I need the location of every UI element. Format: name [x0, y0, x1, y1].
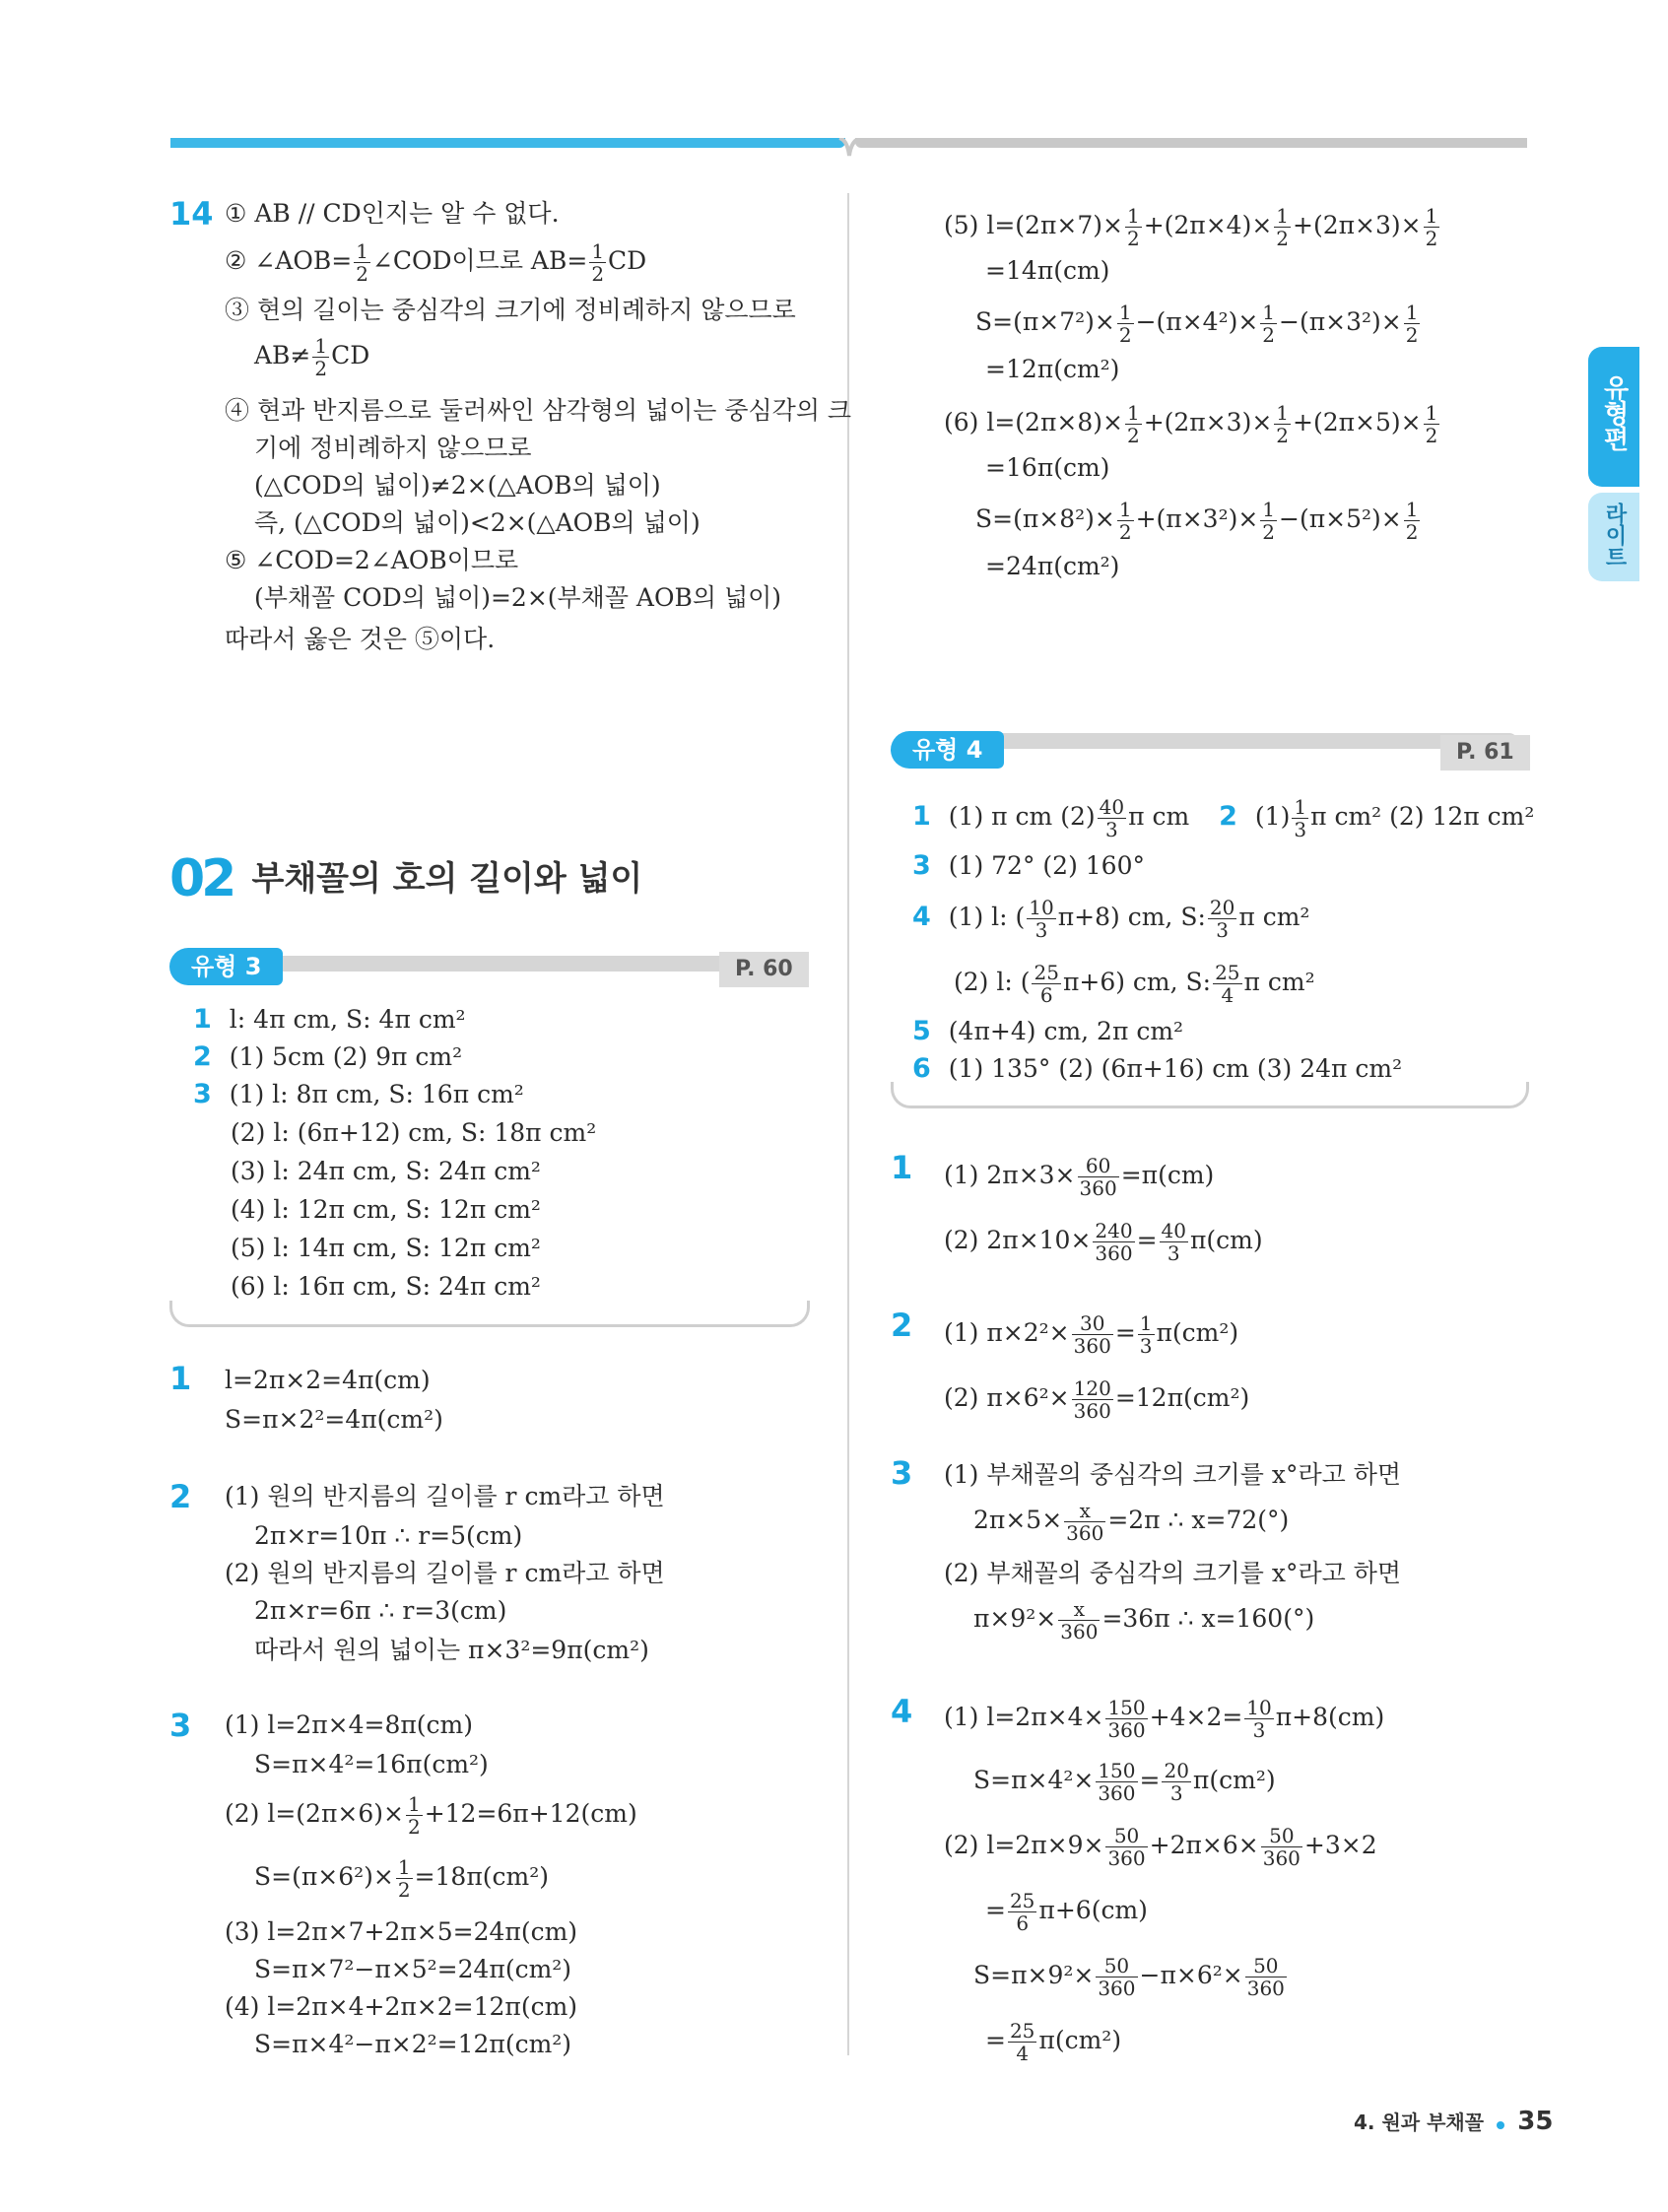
fraction: $\frac{1}{2}$: [1425, 204, 1438, 250]
fraction: $\frac{1}{3}$: [1139, 1311, 1153, 1358]
fraction: $\frac{1}{2}$: [591, 239, 605, 286]
type3-answer-3-4: (4) l: 12π cm, S: 12π cm²: [231, 1195, 541, 1224]
fraction: $\frac{40}{3}$: [1099, 795, 1125, 841]
t4-solution-4-number: 4: [891, 1693, 913, 1730]
side-tab-light-label: 라이트: [1602, 503, 1627, 568]
s1-line-1: l=2π×2=4π(cm): [225, 1366, 431, 1394]
fraction: $\frac{240}{360}$: [1095, 1219, 1133, 1265]
type3-answer-3-6: (6) l: 16π cm, S: 24π cm²: [231, 1272, 541, 1301]
type3-answer-3-2: (2) l: (6π+12) cm, S: 18π cm²: [231, 1118, 597, 1147]
s1-line-2: S=π×2²=4π(cm²): [225, 1405, 443, 1434]
footer-chapter: 4. 원과 부채꼴: [1354, 2111, 1485, 2134]
type4-answer-3: 3 (1) 72° (2) 160°: [912, 850, 1145, 881]
p14-line-1: ① AB // CD인지는 알 수 없다.: [225, 199, 560, 228]
t4-line-1: (1) l=2π×4× $\frac{150}{360}$ +4×2= $\frac{10}{3}$ π+8(cm): [944, 1696, 1385, 1742]
top-rule-left: [170, 138, 845, 148]
t3-line-2: 2π×5× $\frac{x}{360}$ =2π ∴ x=72(°): [973, 1499, 1290, 1545]
r5-line-3: S=(π×7²)× $\frac{1}{2}$ −(π×4²)× $\frac{1}{2}$ −(π×3²)× $\frac{1}{2}$: [975, 301, 1419, 347]
fraction: $\frac{40}{3}$: [1161, 1219, 1186, 1265]
s2-line-3: (2) 원의 반지름의 길이를 r cm라고 하면: [225, 1559, 665, 1587]
s3-line-4: S=(π×6²)× $\frac{1}{2}$ =18π(cm²): [254, 1855, 550, 1902]
p14-l4a: AB≠: [254, 341, 311, 369]
fraction: $\frac{1}{3}$: [1294, 795, 1307, 841]
fraction: $\frac{1}{2}$: [397, 1855, 411, 1902]
p14-line-10: (부채꼴 COD의 넓이)=2×(부채꼴 AOB의 넓이): [254, 583, 781, 612]
p14-line-11: 따라서 옳은 것은 ⑤이다.: [225, 625, 496, 653]
fraction: $\frac{x}{360}$: [1060, 1597, 1099, 1643]
fraction: $\frac{50}{360}$: [1107, 1824, 1146, 1870]
fraction: $\frac{1}{2}$: [1425, 401, 1438, 447]
fraction: $\frac{1}{2}$: [1118, 301, 1132, 347]
t1-line-1: (1) 2π×3× $\frac{60}{360}$ =π(cm): [944, 1154, 1215, 1200]
p14-l2a: ② ∠AOB=: [225, 246, 353, 275]
p14-line-7: (△COD의 넓이)≠2×(△AOB의 넓이): [254, 471, 661, 500]
fraction: $\frac{1}{2}$: [314, 334, 328, 380]
fraction: $\frac{150}{360}$: [1098, 1759, 1136, 1805]
type3-header-bar: [197, 956, 808, 972]
problem-14-number: 14: [169, 195, 214, 233]
top-rule-notch: [826, 138, 865, 166]
fraction: $\frac{1}{2}$: [1262, 301, 1276, 347]
fraction: $\frac{1}{2}$: [1276, 401, 1290, 447]
r5-line-2: =14π(cm): [985, 256, 1110, 285]
type3-answer-1: 1 l: 4π cm, S: 4π cm²: [193, 1004, 466, 1035]
section-title: 부채꼴의 호의 길이와 넓이: [251, 859, 643, 899]
fraction: $\frac{1}{2}$: [1126, 401, 1140, 447]
fraction: $\frac{50}{360}$: [1262, 1824, 1301, 1870]
r6-line-2: =16π(cm): [985, 453, 1110, 482]
t4-line-4: = $\frac{25}{6}$ π+6(cm): [985, 1889, 1148, 1935]
fraction: $\frac{25}{4}$: [1009, 2019, 1035, 2065]
type3-answer-3-5: (5) l: 14π cm, S: 12π cm²: [231, 1234, 541, 1262]
s3-line-7: (4) l=2π×4+2π×2=12π(cm): [225, 1992, 578, 2021]
fraction: $\frac{50}{360}$: [1246, 1954, 1285, 2000]
type4-box-bottom: [891, 1082, 1529, 1108]
page-footer: [1354, 2107, 1553, 2136]
fraction: $\frac{25}{6}$: [1034, 961, 1059, 1007]
fraction: $\frac{1}{2}$: [1405, 301, 1419, 347]
fraction: $\frac{120}{360}$: [1073, 1376, 1111, 1423]
top-rule-right: [855, 138, 1527, 148]
side-tab-type-label: 유형편: [1599, 374, 1629, 451]
s3-line-6: S=π×7²−π×5²=24π(cm²): [254, 1955, 572, 1983]
column-divider: [847, 193, 849, 2055]
fraction: $\frac{20}{3}$: [1209, 896, 1235, 942]
fraction: $\frac{1}{2}$: [407, 1792, 421, 1839]
type4-answer-6: 6 (1) 135° (2) (6π+16) cm (3) 24π cm²: [912, 1053, 1403, 1084]
fraction: $\frac{25}{6}$: [1009, 1889, 1035, 1935]
fraction: $\frac{x}{360}$: [1066, 1499, 1104, 1545]
p14-line-5: ④ 현과 반지름으로 둘러싸인 삼각형의 넓이는 중심각의 크: [225, 396, 852, 425]
s2-line-1: (1) 원의 반지름의 길이를 r cm라고 하면: [225, 1482, 665, 1510]
type4-tag: 유형 4: [891, 731, 1004, 769]
t2-line-1: (1) π×2²× $\frac{30}{360}$ = $\frac{1}{3}$ π(cm²): [944, 1311, 1239, 1358]
s3-line-2: S=π×4²=16π(cm²): [254, 1750, 489, 1778]
fraction: $\frac{1}{2}$: [1405, 498, 1419, 544]
p14-line-4: [254, 335, 369, 379]
side-tab-type: [1588, 347, 1639, 487]
s3-line-8: S=π×4²−π×2²=12π(cm²): [254, 2030, 572, 2058]
t4-line-6: = $\frac{25}{4}$ π(cm²): [985, 2019, 1122, 2065]
type3-page-ref: P. 60: [719, 952, 809, 987]
fraction: $\frac{150}{360}$: [1107, 1696, 1146, 1742]
s2-line-2: 2π×r=10π ∴ r=5(cm): [254, 1521, 523, 1550]
fraction: $\frac{1}{2}$: [1126, 204, 1140, 250]
section-heading: [169, 849, 642, 908]
fraction: $\frac{30}{360}$: [1073, 1311, 1111, 1358]
t4-line-3: (2) l=2π×9× $\frac{50}{360}$ +2π×6× $\frac{50}{360}$ +3×2: [944, 1824, 1377, 1870]
fraction: $\frac{10}{3}$: [1246, 1696, 1272, 1742]
s2-line-4: 2π×r=6π ∴ r=3(cm): [254, 1596, 507, 1625]
p14-line-9: ⑤ ∠COD=2∠AOB이므로: [225, 546, 519, 574]
p14-line-2: [225, 240, 646, 285]
r5-line-1: (5) l=(2π×7)× $\frac{1}{2}$ +(2π×4)× $\frac{1}{2}$ +(2π×3)× $\frac{1}{2}$: [944, 204, 1438, 250]
p14-l4b: CD: [331, 341, 370, 369]
p14-l2c: CD: [608, 246, 647, 275]
solution-1-number: 1: [169, 1360, 192, 1397]
t4-solution-2-number: 2: [891, 1307, 913, 1344]
p14-line-8: 즉, (△COD의 넓이)<2×(△AOB의 넓이): [254, 508, 701, 537]
fraction: $\frac{1}{2}$: [1262, 498, 1276, 544]
section-number: 02: [169, 849, 234, 908]
type3-answer-3: 3 (1) l: 8π cm, S: 16π cm²: [193, 1079, 524, 1109]
footer-dot-icon: [1497, 2121, 1504, 2129]
r5-line-4: =12π(cm²): [985, 355, 1120, 383]
r6-line-3: S=(π×8²)× $\frac{1}{2}$ +(π×3²)× $\frac{1}{2}$ −(π×5²)× $\frac{1}{2}$: [975, 498, 1419, 544]
type4-page-ref: P. 61: [1440, 735, 1530, 771]
s3-line-1: (1) l=2π×4=8π(cm): [225, 1710, 473, 1739]
side-tab-light: [1588, 493, 1639, 581]
type3-box-bottom: [169, 1301, 810, 1327]
type4-answer-5: 5 (4π+4) cm, 2π cm²: [912, 1016, 1184, 1046]
r6-line-1: (6) l=(2π×8)× $\frac{1}{2}$ +(2π×3)× $\frac{1}{2}$ +(2π×5)× $\frac{1}{2}$: [944, 401, 1438, 447]
t4-solution-3-number: 3: [891, 1454, 913, 1492]
r6-line-4: =24π(cm²): [985, 552, 1120, 580]
p14-line-6: 기에 정비례하지 않으므로: [254, 434, 532, 462]
p14-line-3: ③ 현의 길이는 중심각의 크기에 정비례하지 않으므로: [225, 296, 796, 324]
fraction: $\frac{1}{2}$: [1276, 204, 1290, 250]
footer-page-number: 35: [1517, 2107, 1554, 2136]
t4-line-2: S=π×4²× $\frac{150}{360}$ = $\frac{20}{3}$ π(cm²): [973, 1759, 1276, 1805]
type3-answer-3-3: (3) l: 24π cm, S: 24π cm²: [231, 1157, 541, 1185]
fraction: $\frac{1}{2}$: [356, 239, 368, 286]
fraction: $\frac{10}{3}$: [1029, 896, 1054, 942]
fraction: $\frac{50}{360}$: [1098, 1954, 1136, 2000]
t2-line-2: (2) π×6²× $\frac{120}{360}$ =12π(cm²): [944, 1376, 1250, 1423]
type3-answer-2: 2 (1) 5cm (2) 9π cm²: [193, 1041, 463, 1072]
t3-line-4: π×9²× $\frac{x}{360}$ =36π ∴ x=160(°): [973, 1597, 1315, 1643]
s3-line-5: (3) l=2π×7+2π×5=24π(cm): [225, 1917, 578, 1946]
fraction: $\frac{20}{3}$: [1164, 1759, 1189, 1805]
fraction: $\frac{1}{2}$: [1118, 498, 1132, 544]
type4-answer-4-2: (2) l: ( $\frac{25}{6}$ π+6) cm, S: $\frac{25}{4}$ π cm²: [954, 961, 1315, 1007]
type4-answer-4-1: 4 (1) l: ( $\frac{10}{3}$ π+8) cm, S: $\frac{20}{3}$ π cm²: [912, 896, 1310, 942]
t4-line-5: S=π×9²× $\frac{50}{360}$ −π×6²× $\frac{50}{360}$: [973, 1954, 1285, 2000]
t3-line-1: (1) 부채꼴의 중심각의 크기를 x°라고 하면: [944, 1460, 1401, 1489]
p14-l2b: ∠COD이므로 AB=: [371, 246, 588, 275]
type4-answer-1: 1 (1) π cm (2) $\frac{40}{3}$ π cm 2 (1) $\frac{1}{3}$ π cm² (2) 12π cm²: [912, 795, 1535, 841]
t4-solution-1-number: 1: [891, 1149, 913, 1186]
fraction: $\frac{25}{4}$: [1215, 961, 1240, 1007]
type3-tag: 유형 3: [169, 948, 283, 985]
t1-line-2: (2) 2π×10× $\frac{240}{360}$ = $\frac{40}{3}$ π(cm): [944, 1219, 1263, 1265]
s3-line-3: (2) l=(2π×6)× $\frac{1}{2}$ +12=6π+12(cm): [225, 1792, 637, 1839]
s2-line-5: 따라서 원의 넓이는 π×3²=9π(cm²): [254, 1636, 649, 1664]
t3-line-3: (2) 부채꼴의 중심각의 크기를 x°라고 하면: [944, 1559, 1401, 1587]
solution-3-number: 3: [169, 1707, 192, 1744]
fraction: $\frac{60}{360}$: [1079, 1154, 1117, 1200]
solution-2-number: 2: [169, 1478, 192, 1515]
